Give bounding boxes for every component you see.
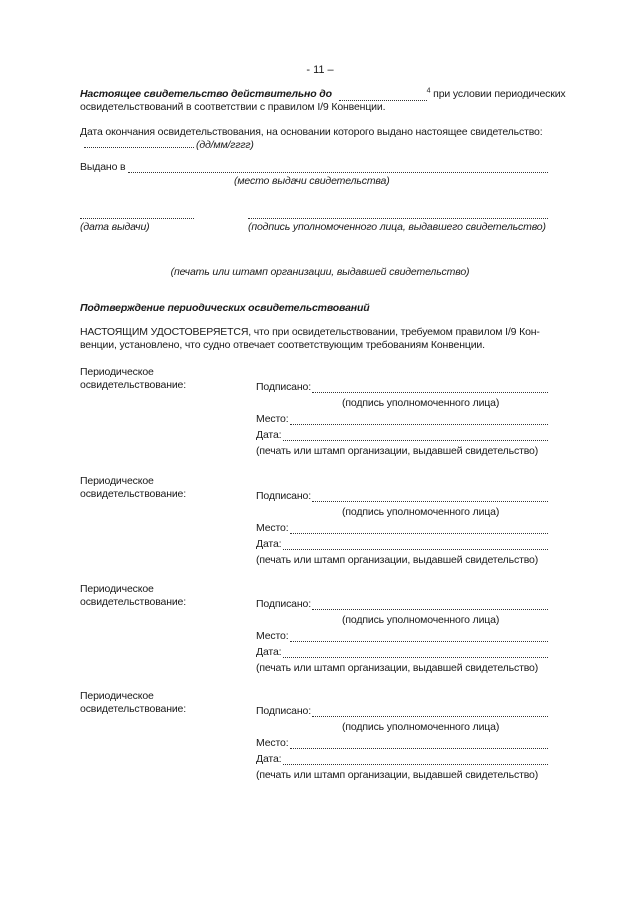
date-field[interactable] (283, 647, 548, 658)
date-label: Дата: (256, 646, 282, 658)
signed-field[interactable] (312, 382, 548, 393)
survey-end-text: Дата окончания освидетельствования, на основании которого выдано настоящее свидетельство: (80, 126, 543, 138)
issue-date-field[interactable] (80, 208, 194, 219)
signed-caption: (подпись уполномоченного лица) (342, 397, 500, 409)
footnote-mark: 4 (426, 87, 431, 95)
place-caption: (место выдачи свидетельства) (234, 175, 390, 187)
place-label: Место: (256, 413, 289, 425)
survey-label-2: освидетельствование: (80, 703, 187, 715)
survey-label-1: Периодическое (80, 583, 154, 595)
survey-label-1: Периодическое (80, 475, 154, 487)
page-number: - 11 – (306, 64, 334, 76)
survey-end-date-field[interactable] (84, 137, 194, 148)
issuer-signature-field[interactable] (248, 208, 548, 219)
signed-label: Подписано: (256, 490, 311, 502)
survey-label-1: Периодическое (80, 366, 154, 378)
validity-line (80, 88, 566, 101)
place-label: Место: (256, 737, 289, 749)
date-format-hint: (дд/мм/гггг) (196, 139, 254, 151)
signed-label: Подписано: (256, 381, 311, 393)
issued-at-label: Выдано в (80, 161, 126, 173)
signed-caption: (подпись уполномоченного лица) (342, 506, 500, 518)
survey-label-2: освидетельствование: (80, 596, 187, 608)
date-field[interactable] (283, 539, 548, 550)
issued-place-field[interactable] (128, 162, 548, 173)
stamp-label: (печать или штамп организации, выдавшей свидетельство) (256, 769, 539, 781)
survey-label-2: освидетельствование: (80, 488, 187, 500)
stamp-caption: (печать или штамп организации, выдавшей свидетельство) (170, 266, 470, 278)
place-field[interactable] (290, 738, 548, 749)
date-field[interactable] (283, 430, 548, 441)
signed-field[interactable] (312, 706, 548, 717)
date-field[interactable] (283, 754, 548, 765)
signed-label: Подписано: (256, 598, 311, 610)
issuer-signature-caption: (подпись уполномоченного лица, выдавшего свидетельство) (248, 221, 546, 233)
validity-date-field[interactable] (339, 90, 427, 101)
date-label: Дата: (256, 538, 282, 550)
place-field[interactable] (290, 523, 548, 534)
place-field[interactable] (290, 414, 548, 425)
validity-line-2: освидетельствований в соответствии с правилом I/9 Конвенции. (80, 101, 386, 113)
validity-condition: при условии периодических (433, 88, 566, 100)
place-field[interactable] (290, 631, 548, 642)
date-label: Дата: (256, 429, 282, 441)
place-label: Место: (256, 630, 289, 642)
survey-block (0, 366, 640, 466)
stamp-label: (печать или штамп организации, выдавшей свидетельство) (256, 554, 539, 566)
stamp-label: (печать или штамп организации, выдавшей свидетельство) (256, 662, 539, 674)
survey-block (0, 690, 640, 790)
signed-caption: (подпись уполномоченного лица) (342, 614, 500, 626)
survey-block (0, 583, 640, 683)
endorsement-body-2: венции, установлено, что судно отвечает соответствующим требованиям Конвенции. (80, 339, 485, 351)
issue-date-caption: (дата выдачи) (80, 221, 150, 233)
signed-field[interactable] (312, 599, 548, 610)
signed-label: Подписано: (256, 705, 311, 717)
endorsement-heading: Подтверждение периодических освидетельствований (80, 302, 370, 314)
validity-label: Настоящее свидетельство действительно до (80, 88, 332, 100)
survey-label-2: освидетельствование: (80, 379, 187, 391)
date-label: Дата: (256, 753, 282, 765)
signed-field[interactable] (312, 491, 548, 502)
signed-caption: (подпись уполномоченного лица) (342, 721, 500, 733)
stamp-label: (печать или штамп организации, выдавшей свидетельство) (256, 445, 539, 457)
survey-label-1: Периодическое (80, 690, 154, 702)
place-label: Место: (256, 522, 289, 534)
survey-block (0, 475, 640, 575)
endorsement-body-1: НАСТОЯЩИМ УДОСТОВЕРЯЕТСЯ, что при освидетельствовании, требуемом правилом I/9 Кон- (80, 326, 540, 338)
